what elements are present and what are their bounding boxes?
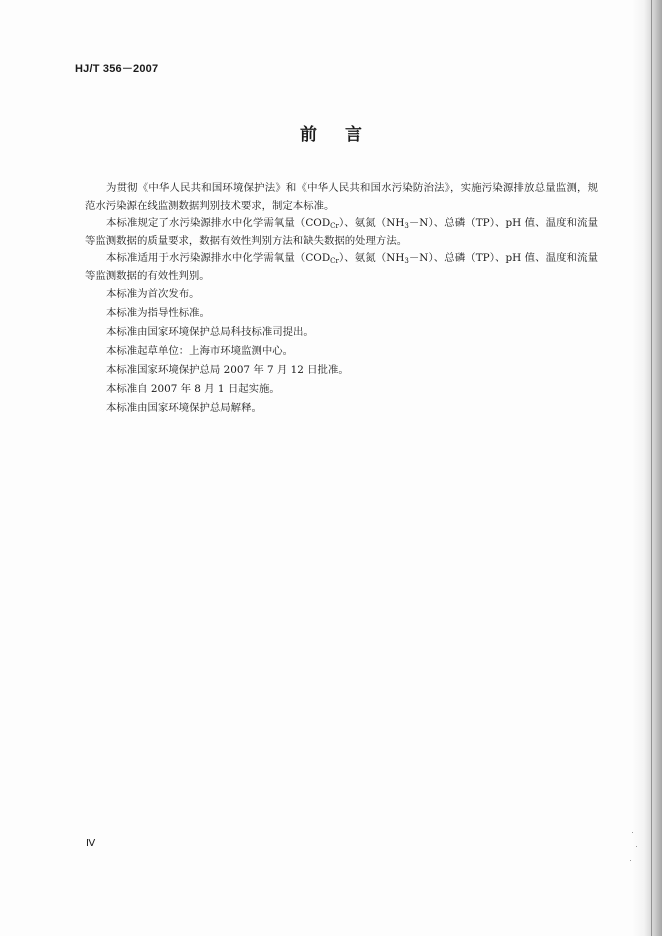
paragraph-scope-definition bbox=[85, 215, 598, 250]
subscript-3: 3 bbox=[404, 257, 409, 266]
paragraph-effective-date: 本标准自 2007 年 8 月 1 日起实施。 bbox=[106, 383, 280, 396]
scan-speck bbox=[636, 846, 637, 847]
scan-speck bbox=[630, 860, 631, 861]
scan-speck bbox=[632, 832, 633, 833]
paragraph-first-release: 本标准为首次发布。 bbox=[106, 287, 200, 300]
paragraph-text-before: 本标准规定了水污染源排水中化学需氧量（COD bbox=[106, 217, 331, 230]
page-number: Ⅳ bbox=[86, 838, 96, 849]
paragraph-text-after: －N）、总磷（TP）、pH 值、温度和流量等监测数据的有效性判别。 bbox=[85, 252, 598, 282]
paragraph-interpretation: 本标准由国家环境保护总局解释。 bbox=[106, 402, 262, 415]
paragraph-drafting-unit: 本标准起草单位：上海市环境监测中心。 bbox=[106, 344, 294, 357]
paragraph-guidance-standard: 本标准为指导性标准。 bbox=[106, 306, 210, 319]
paragraph-text-before: 本标准适用于水污染源排水中化学需氧量（COD bbox=[106, 252, 331, 265]
page-title: 前言 bbox=[300, 125, 390, 145]
paragraph-text-middle: ）、氨氮（NH bbox=[338, 217, 405, 230]
paragraph-purpose: 为贯彻《中华人民共和国环境保护法》和《中华人民共和国水污染防治法》，实施污染源排放总量监测，规范水污染源在线监测数据判别技术要求，制定本标准。 bbox=[85, 182, 598, 212]
paragraph-approval-date: 本标准国家环境保护总局 2007 年 7 月 12 日批准。 bbox=[106, 363, 349, 376]
subscript-cr: Cr bbox=[330, 222, 339, 231]
subscript-3: 3 bbox=[404, 222, 409, 231]
preface-body bbox=[85, 180, 598, 419]
paragraph-text-middle: ）、氨氮（NH bbox=[338, 252, 405, 265]
subscript-cr: Cr bbox=[330, 257, 339, 266]
paragraph-text-after: －N）、总磷（TP）、pH 值、温度和流量等监测数据的质量要求，数据有效性判别方法和缺失数据的处理方法。 bbox=[85, 217, 598, 247]
paragraph-scope-application bbox=[85, 250, 598, 285]
standard-code: HJ/T 356－2007 bbox=[75, 63, 159, 75]
paragraph-proposed-by: 本标准由国家环境保护总局科技标准司提出。 bbox=[106, 325, 314, 338]
